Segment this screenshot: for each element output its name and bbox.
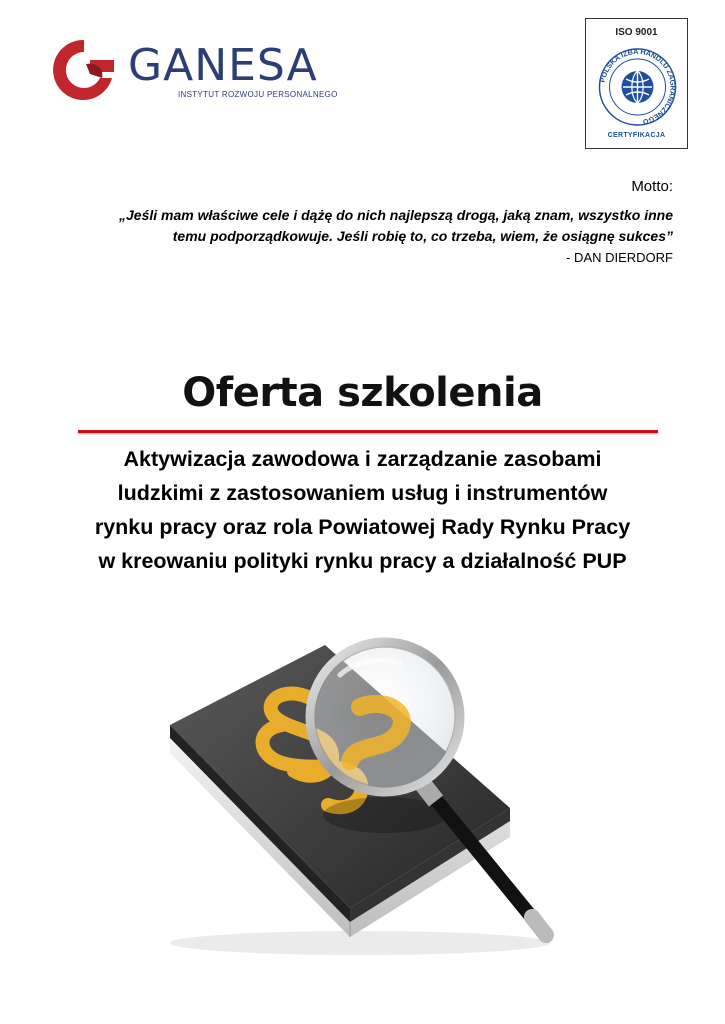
ganesa-logo-mark-icon	[44, 34, 124, 104]
ganesa-logo	[44, 34, 344, 104]
motto-label: Motto:	[631, 178, 673, 195]
subtitle-line: Aktywizacja zawodowa i zarządzanie zasobami	[123, 447, 602, 471]
motto-author: - DAN DIERDORF	[566, 250, 673, 265]
page-title: Oferta szkolenia	[182, 370, 543, 416]
seal-ring-text: POLSKA IZBA HANDLU ZAGRANICZNEGO	[597, 46, 678, 127]
logo-subtitle: INSTYTUT ROZWOJU PERSONALNEGO	[178, 90, 338, 99]
law-book-magnifier-icon	[160, 625, 570, 960]
motto-quote	[73, 205, 673, 247]
subtitle-line: w kreowaniu polityki rynku pracy a działalność PUP	[98, 549, 627, 573]
motto-quote-line: temu podporządkowuje. Jeśli robię to, co trzeba, wiem, że osiągnę sukces”	[172, 228, 673, 244]
chamber-seal-icon	[596, 41, 679, 129]
motto-quote-line: „Jeśli mam właściwe cele i dążę do nich najlepszą drogą, jaką znam, wszystko inne	[119, 207, 673, 223]
title-divider	[78, 430, 658, 433]
subtitle-line: rynku pracy oraz rola Powiatowej Rady Rynku Pracy	[94, 515, 631, 539]
course-subtitle	[0, 442, 725, 578]
certification-label: CERTYFIKACJA	[607, 132, 666, 139]
logo-name: GANESA	[128, 40, 318, 91]
subtitle-line: ludzkimi z zastosowaniem usług i instrumentów	[117, 481, 608, 505]
iso-title: ISO 9001	[615, 27, 658, 38]
iso-certificate-badge	[585, 18, 688, 149]
